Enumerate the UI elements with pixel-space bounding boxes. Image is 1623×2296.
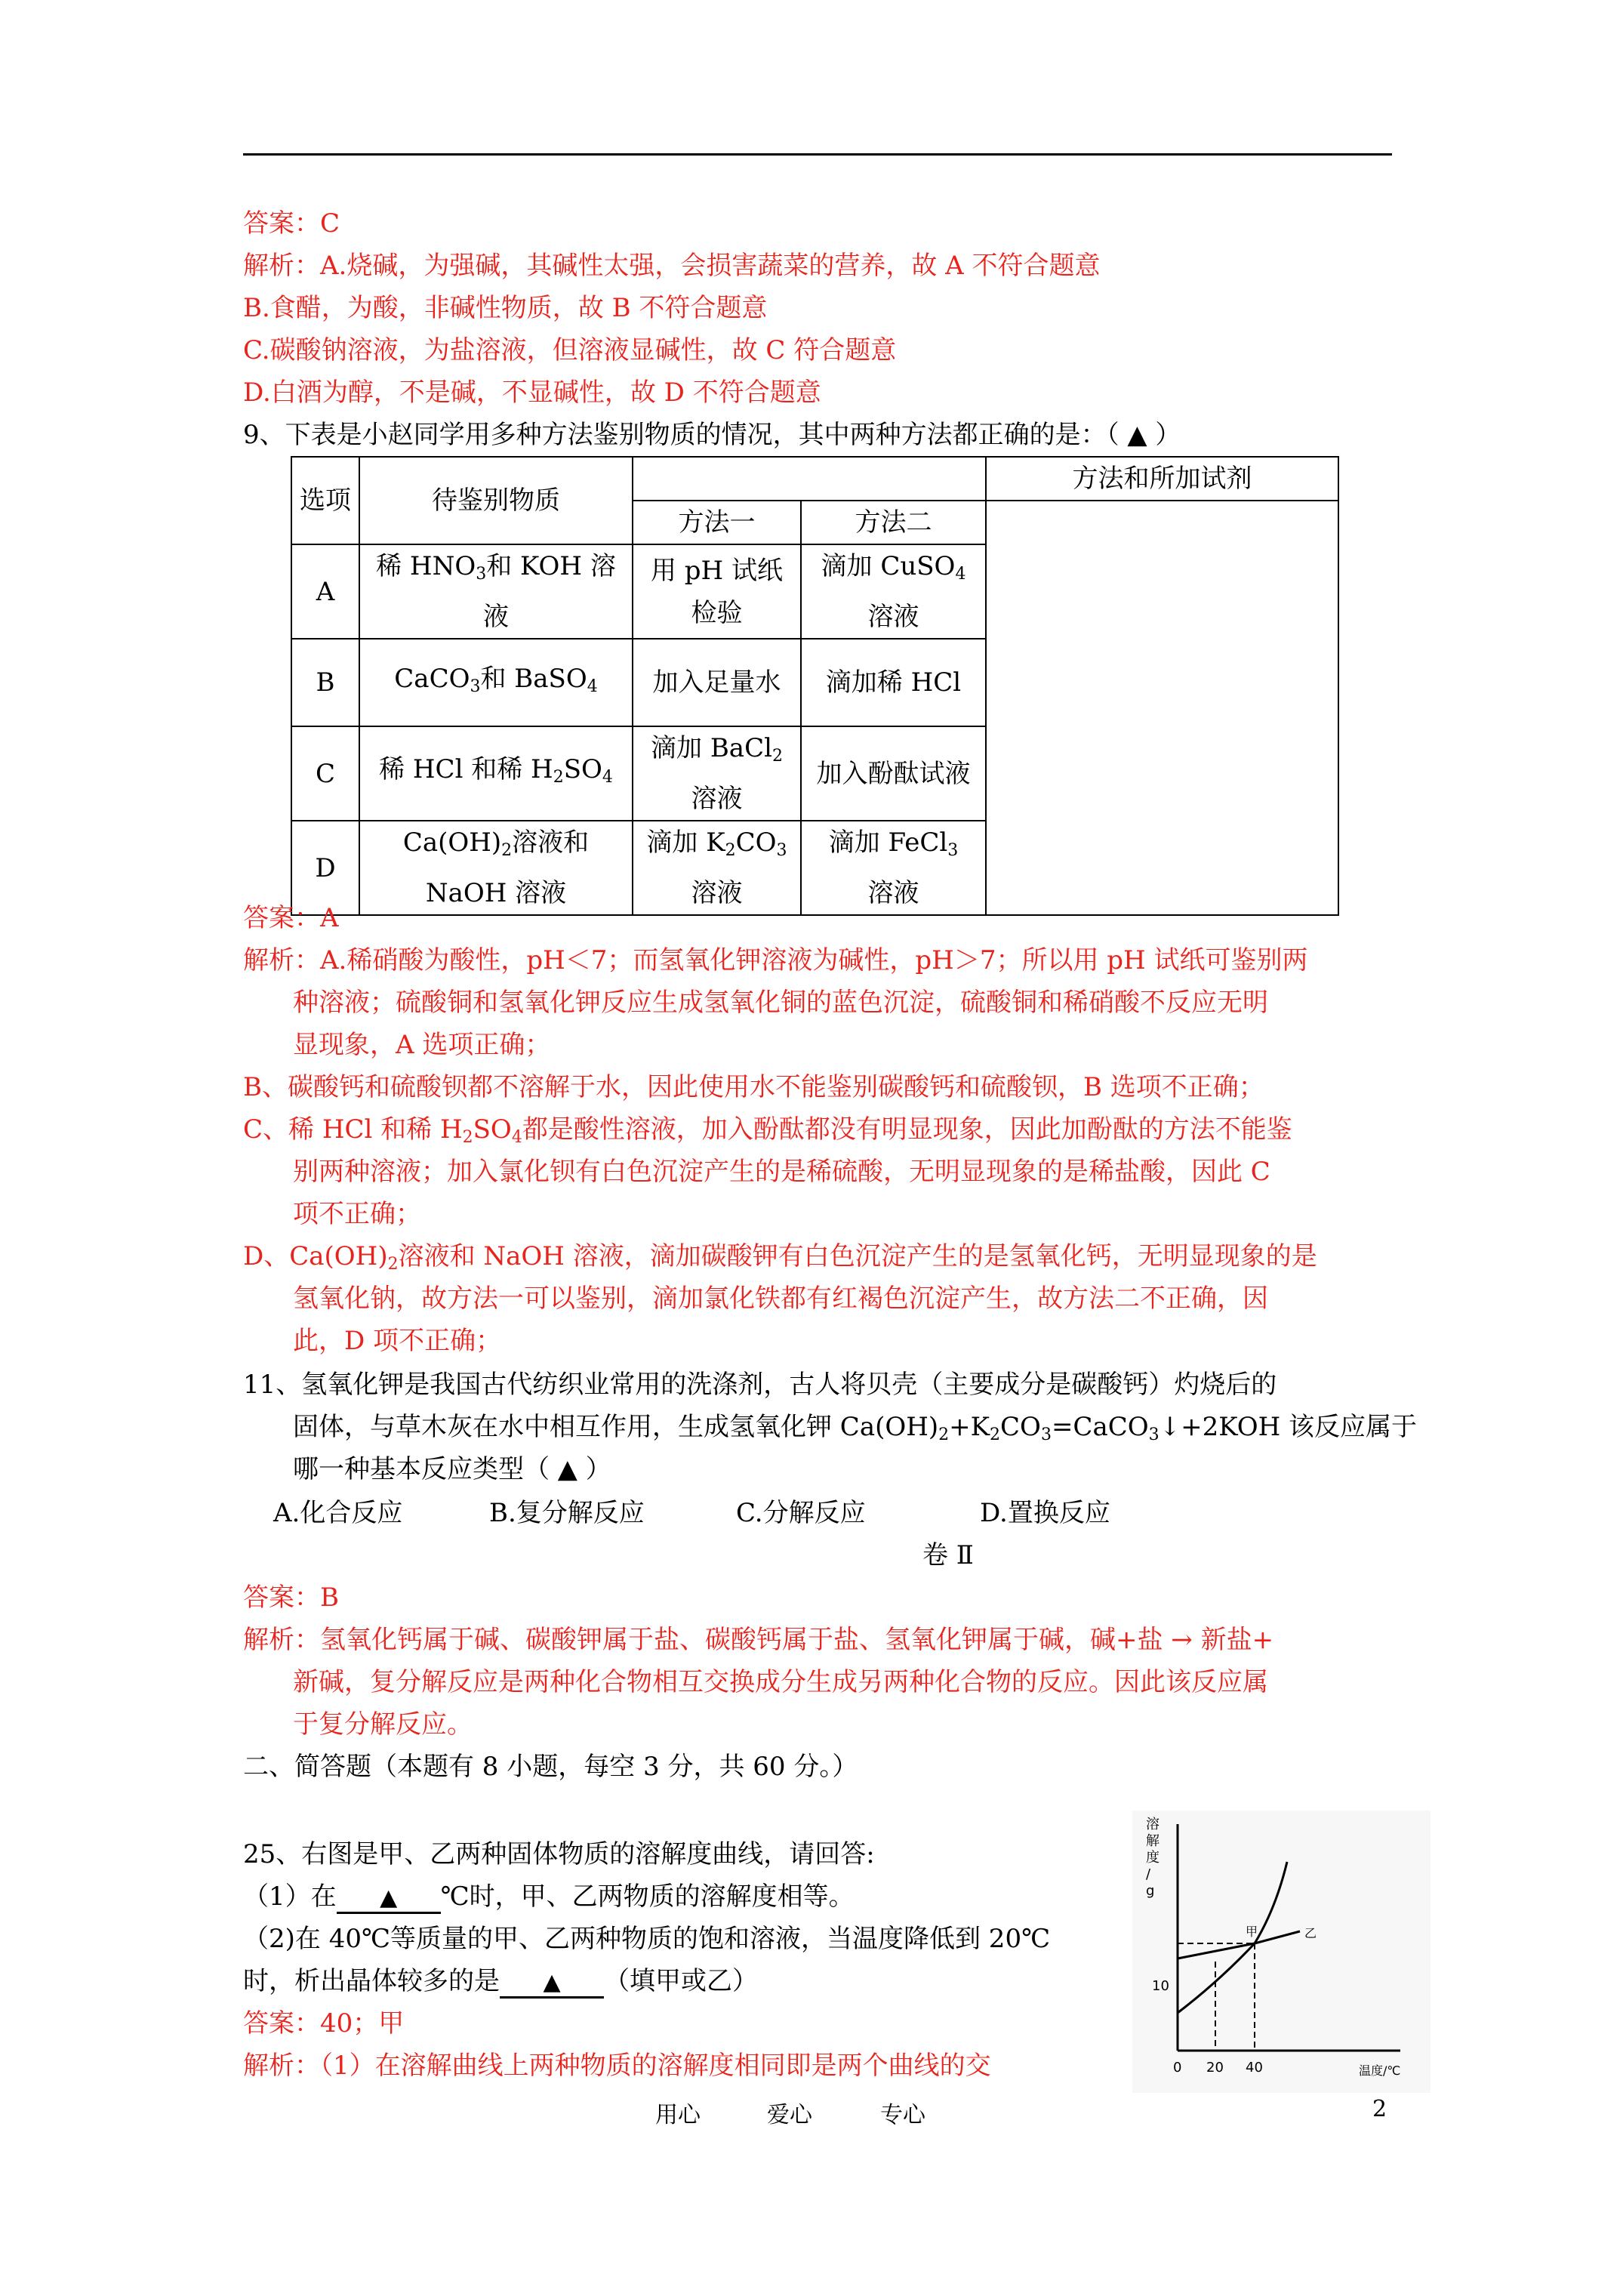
y-axis-label: 溶解度/ g: [1146, 1817, 1160, 1899]
q11-stem: 固体，与草木灰在水中相互作用，生成氢氧化钾 $Ca(OH)_2+K_2CO_3=CaCO_3↓+2KOH$ 该反应属于: [293, 1412, 1418, 1444]
q8-analysis-line: D.白酒为醇，不是碱，不显碱性，故 D 不符合题意: [243, 378, 821, 408]
table-header-option: 选项: [291, 457, 359, 544]
q25-analysis: 解析：（1）在溶解曲线上两种物质的溶解度相同即是两个曲线的交: [243, 2051, 991, 2081]
q25-sub2: （2)在 40℃等质量的甲、乙两种物质的饱和溶液，当温度降低到 20℃: [243, 1924, 1051, 1954]
q11-choice-a: A.化合反应: [273, 1498, 403, 1528]
q8-analysis-line: 解析：A.烧碱，为强碱，其碱性太强，会损害蔬菜的营养，故 A 不符合题意: [243, 251, 1101, 281]
y-tick: 10: [1152, 1978, 1169, 1994]
row-method2: 滴加稀 HCl: [801, 639, 986, 726]
row-substance: $Ca(OH)_2$溶液和 NaOH 溶液: [359, 821, 633, 915]
answer-blank[interactable]: ▲: [337, 1885, 441, 1914]
row-method1: 滴加 $K_2CO_3$ 溶液: [633, 821, 801, 915]
q11-answer: 答案：B: [243, 1583, 339, 1613]
row-option: D: [291, 821, 359, 915]
q8-analysis-line: B.食醋，为酸，非碱性物质，故 B 不符合题意: [243, 293, 768, 323]
q9-stem: 9、下表是小赵同学用多种方法鉴别物质的情况，其中两种方法都正确的是：（ ▲ ）: [243, 420, 1181, 450]
q9-analysis-line: 种溶液；硫酸铜和氢氧化钾反应生成氢氧化铜的蓝色沉淀，硫酸铜和稀硝酸不反应无明: [293, 988, 1268, 1018]
row-substance: 稀 $HNO_3$和 KOH 溶液: [359, 544, 633, 639]
q9-analysis-line: 解析：A.稀硝酸为酸性，pH＜7；而氢氧化钾溶液为碱性，pH＞7；所以用 pH 试纸可鉴别两: [243, 945, 1308, 975]
q11-analysis-line: 解析：氢氧化钙属于碱、碳酸钾属于盐、碳酸钙属于盐、氢氧化钾属于碱，碱+盐 → 新盐+: [243, 1625, 1274, 1655]
solubility-graph: [1132, 1811, 1431, 2093]
q9-analysis-line: 别两种溶液；加入氯化钡有白色沉淀产生的是稀硫酸，无明显现象的是稀盐酸，因此 C: [293, 1157, 1270, 1187]
q25-answer: 答案：40；甲: [243, 2008, 405, 2039]
q11-choice-c: C.分解反应: [736, 1498, 866, 1528]
table-header-substance: 待鉴别物质: [359, 457, 633, 544]
footer-mid: 爱心: [767, 2102, 812, 2128]
row-method1: 加入足量水: [633, 639, 801, 726]
x-tick: 0: [1173, 2060, 1182, 2076]
row-substance: 稀 HCl 和稀 $H_2SO_4$: [359, 726, 633, 821]
q8-analysis-line: C.碳酸钠溶液，为盐溶液，但溶液显碱性，故 C 符合题意: [243, 335, 897, 365]
row-method2: 滴加 FeCl$_3$ 溶液: [801, 821, 986, 915]
row-method1: 滴加 BaCl$_2$ 溶液: [633, 726, 801, 821]
q11-choice-d: D.置换反应: [980, 1498, 1110, 1528]
q9-analysis-line: D、$Ca(OH)_2$溶液和 NaOH 溶液，滴加碳酸钾有白色沉淀产生的是氢氧化钙，无明显现象的是: [243, 1241, 1317, 1274]
row-substance: CaCO$_3$和 BaSO$_4$: [359, 639, 633, 726]
row-option: A: [291, 544, 359, 639]
x-tick: 20: [1206, 2060, 1224, 2076]
q9-table: [291, 456, 1339, 916]
row-method2: 滴加 CuSO$_4$ 溶液: [801, 544, 986, 639]
q25-sub1: （1）在 ▲ ℃时，甲、乙两物质的溶解度相等。: [243, 1881, 855, 1914]
part-title: 二、简答题（本题有 8 小题，每空 3 分，共 60 分。）: [243, 1752, 858, 1782]
q11-stem: 11、氢氧化钾是我国古代纺织业常用的洗涤剂，古人将贝壳（主要成分是碳酸钙）灼烧后的: [243, 1370, 1277, 1400]
q11-analysis-line: 新碱，复分解反应是两种化合物相互交换成分生成另两种化合物的反应。因此该反应属: [293, 1667, 1268, 1697]
label-yi: 乙: [1304, 1926, 1317, 1940]
row-option: B: [291, 639, 359, 726]
q9-analysis-line: 项不正确；: [293, 1199, 421, 1229]
q11-stem: 哪一种基本反应类型（ ▲ ）: [293, 1454, 611, 1484]
x-axis-label: 温度/℃: [1359, 2063, 1401, 2078]
q9-analysis-line: B、碳酸钙和硫酸钡都不溶解于水，因此使用水不能鉴别碳酸钙和硫酸钡，B 选项不正确；: [243, 1072, 1264, 1102]
answer-blank[interactable]: ▲: [500, 1969, 604, 1999]
section-title: 卷 Ⅱ: [922, 1540, 974, 1570]
table-header-method1: 方法一: [633, 501, 801, 544]
footer-left: 用心: [655, 2102, 701, 2128]
q11-choice-b: B.复分解反应: [489, 1498, 645, 1528]
table-header-method: 方法和所加试剂: [986, 457, 1338, 501]
page-number: 2: [1372, 2096, 1387, 2122]
label-jia: 甲: [1246, 1925, 1258, 1939]
footer-right: 专心: [880, 2102, 925, 2128]
q25-stem: 25、右图是甲、乙两种固体物质的溶解度曲线，请回答:: [243, 1839, 875, 1869]
q9-analysis-line: 氢氧化钠，故方法一可以鉴别，滴加氯化铁都有红褐色沉淀产生，故方法二不正确，因: [293, 1284, 1268, 1314]
q11-analysis-line: 于复分解反应。: [293, 1709, 473, 1740]
row-method2: 加入酚酞试液: [801, 726, 986, 821]
row-method1: 用 pH 试纸检验: [633, 544, 801, 639]
table-header-method-blank: [633, 457, 986, 501]
q8-answer: 答案：C: [243, 208, 340, 239]
header-rule: [243, 153, 1392, 156]
q9-analysis-line: 此，D 项不正确；: [293, 1326, 502, 1356]
table-empty-column: [986, 501, 1338, 915]
q9-analysis-line: C、稀 HCl 和稀 $H_2SO_4$都是酸性溶液，加入酚酞都没有明显现象，因此加酚酞的方法不能鉴: [243, 1114, 1292, 1147]
q25-sub3: 时，析出晶体较多的是 ▲ （填甲或乙）: [243, 1966, 758, 1999]
table-header-method2: 方法二: [801, 501, 986, 544]
x-tick: 40: [1246, 2060, 1263, 2076]
row-option: C: [291, 726, 359, 821]
q9-analysis-line: 显现象，A 选项正确；: [293, 1030, 551, 1060]
q9-answer: 答案：A: [243, 903, 339, 933]
